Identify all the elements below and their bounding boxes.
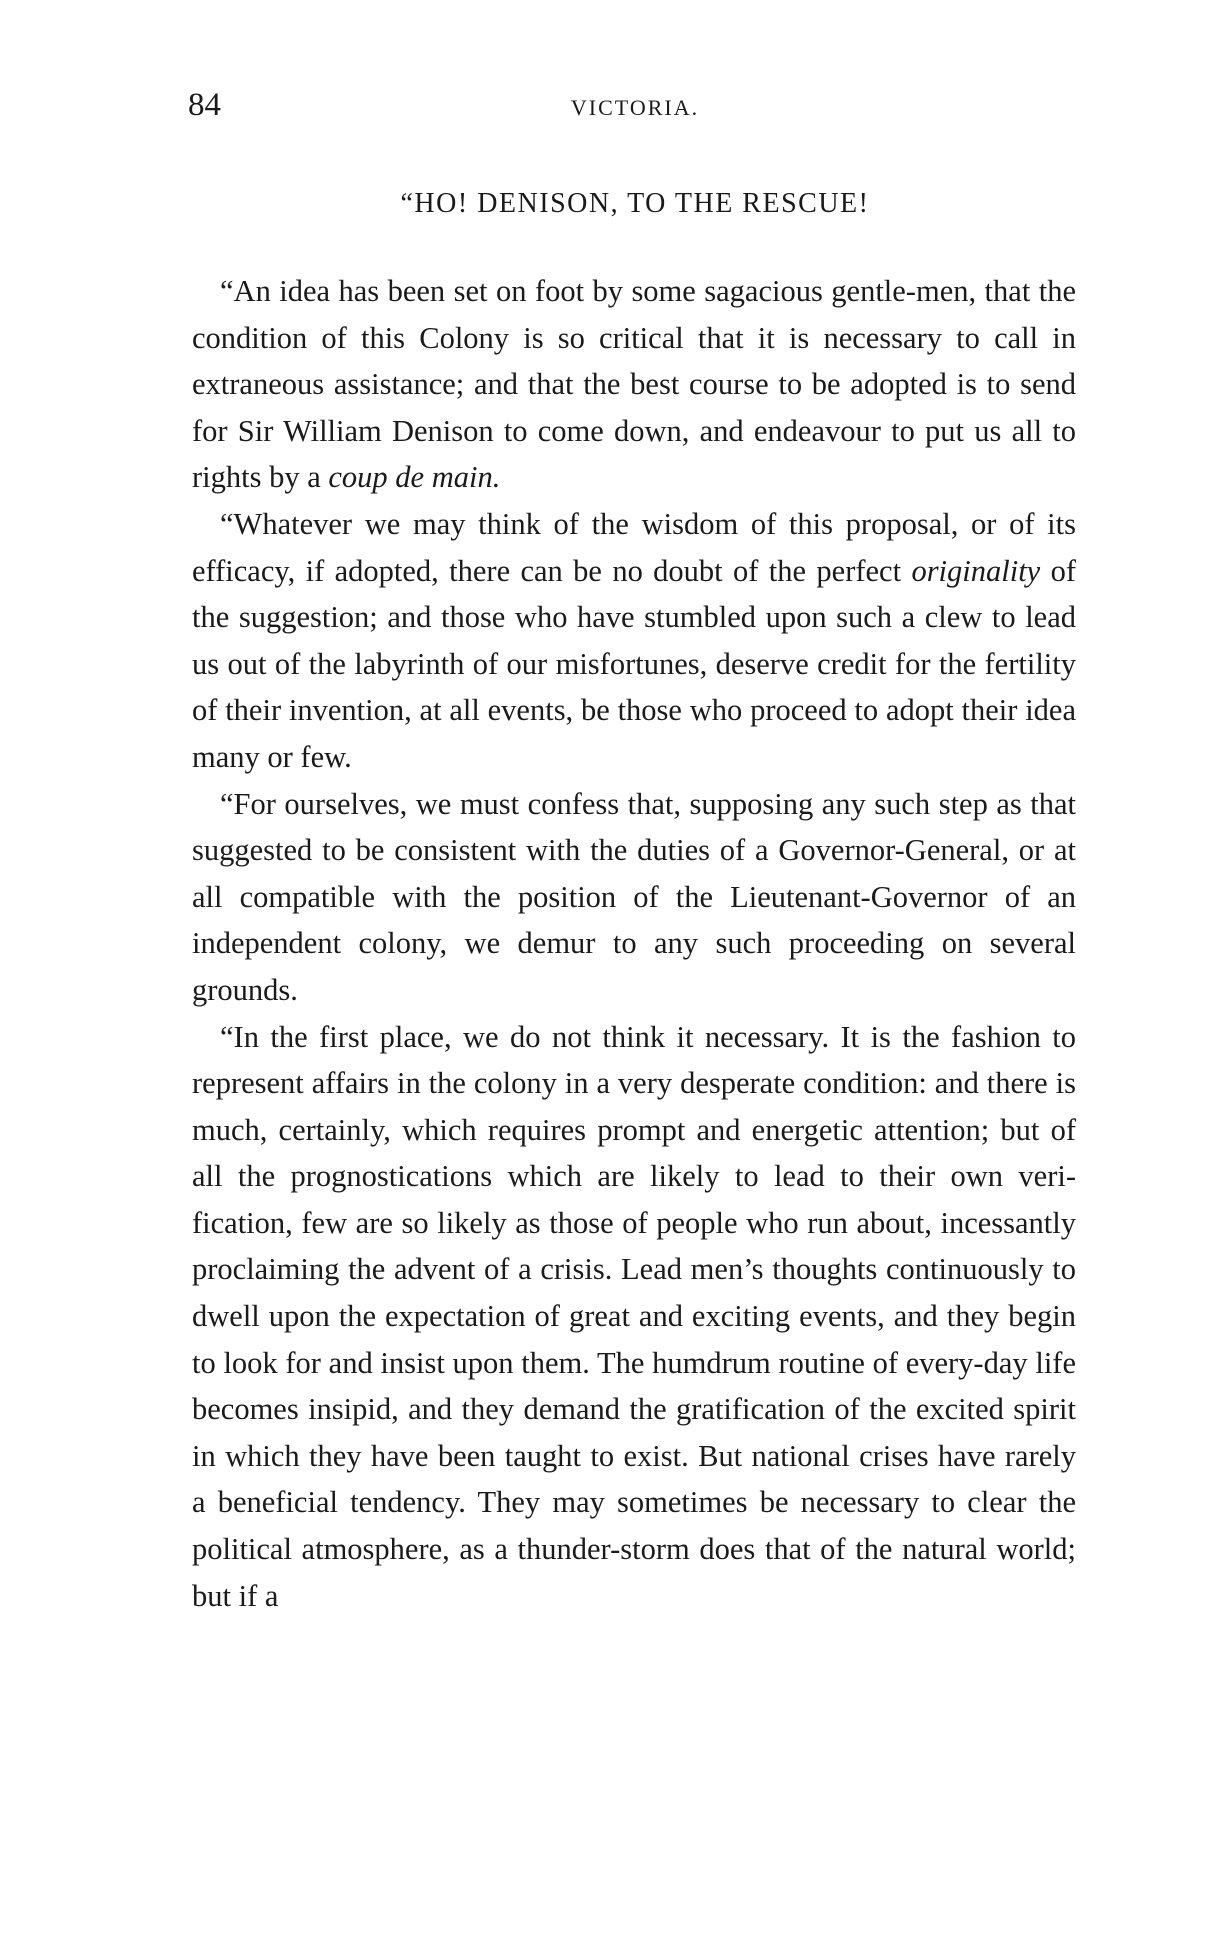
paragraph-text: of the suggestion; and those who have stumbled upon such a clew to lead us out of the labyrinth of our misfortunes, deserve credit for the fertility of their invention, at all events, be those who proceed to adopt their idea many or few.	[192, 553, 1076, 774]
paragraph-1	[192, 268, 1076, 501]
running-head	[188, 85, 1082, 135]
running-title: VICTORIA.	[570, 95, 700, 120]
article-body	[192, 268, 1076, 1619]
article-title: “HO! DENISON, TO THE RESCUE!	[400, 188, 870, 219]
paragraph-3	[192, 781, 1076, 1014]
paragraph-2	[192, 501, 1076, 781]
italic-phrase: coup de main.	[328, 460, 501, 495]
paragraph-text: “An idea has been set on foot by some sagacious gentle-men, that the condition of this Colony is so critical that it is necessary to call in extraneous assistance; and that the best course to be adopted is to send for Sir William Denison to come down, and endeavour to put us all to rights by a	[192, 274, 1076, 495]
page-number: 84	[188, 87, 221, 123]
paragraph-text: “In the first place, we do not think it necessary. It is the fashion to represent affairs in the colony in a very desperate condition: and there is much, certainly, which requires prompt and energetic attention; but of all the prognostications which are likely to lead to their own veri-fication, few are so likely as those of people who run about, incessantly proclaiming the advent of a crisis. Lead men’s thoughts continuously to dwell upon the expectation of great and exciting events, and they begin to look for and insist upon them. The humdrum routine of every-day life becomes insipid, and they demand the gratification of the excited spirit in which they have been taught to exist. But national crises have rarely a beneficial tendency. They may sometimes be necessary to clear the political atmosphere, as a thunder-storm does that of the natural world; but if a	[192, 1019, 1076, 1613]
paragraph-text: “Whatever we may think of the wisdom of this proposal, or of its efficacy, if adopted, there can be no doubt of the perfect	[192, 506, 1076, 588]
paragraph-text: “For ourselves, we must confess that, supposing any such step as that suggested to be consistent with the duties of a Governor-General, or at all compatible with the position of the Lieutenant-Governor of an independent colony, we demur to any such proceeding on several grounds.	[192, 786, 1076, 1007]
italic-phrase: originality	[911, 553, 1041, 588]
paragraph-4	[192, 1014, 1076, 1620]
